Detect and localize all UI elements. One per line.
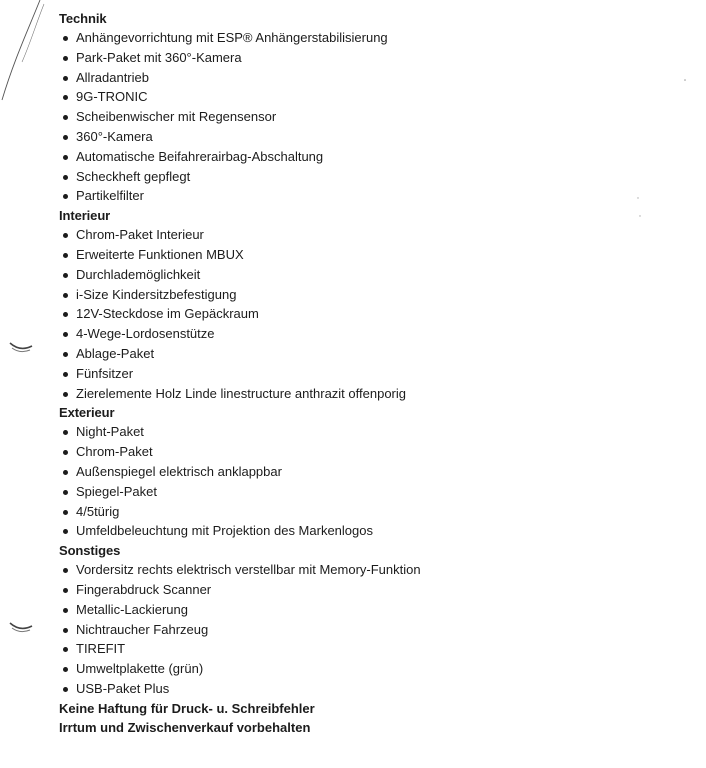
bullet-icon bbox=[63, 687, 68, 692]
list-item bbox=[59, 225, 679, 245]
item-label: Umweltplakette (grün) bbox=[76, 661, 204, 677]
section-title: Sonstiges bbox=[59, 543, 121, 559]
bullet-icon bbox=[63, 293, 68, 298]
section-title: Exterieur bbox=[59, 405, 115, 421]
list-item bbox=[59, 87, 679, 107]
section-interieur bbox=[59, 206, 679, 403]
scan-edge-line bbox=[2, 0, 40, 100]
list-item bbox=[59, 620, 679, 640]
list-item bbox=[59, 48, 679, 68]
item-label: Automatische Beifahrerairbag-Abschaltung bbox=[76, 148, 324, 164]
bullet-icon bbox=[63, 194, 68, 199]
list-item bbox=[59, 167, 679, 187]
bullet-icon bbox=[63, 273, 68, 278]
binder-hole-mark bbox=[12, 348, 30, 352]
item-list bbox=[59, 560, 679, 699]
bullet-icon bbox=[63, 568, 68, 573]
bullet-icon bbox=[63, 628, 68, 633]
binder-hole-mark bbox=[12, 628, 30, 632]
list-item bbox=[59, 679, 679, 699]
bullet-icon bbox=[63, 430, 68, 435]
list-item bbox=[59, 560, 679, 580]
item-label: Chrom-Paket Interieur bbox=[76, 227, 204, 243]
bullet-icon bbox=[63, 647, 68, 652]
equipment-list bbox=[59, 9, 679, 737]
list-item bbox=[59, 265, 679, 285]
list-item bbox=[59, 639, 679, 659]
bullet-icon bbox=[63, 95, 68, 100]
item-label: Ablage-Paket bbox=[76, 345, 155, 361]
item-label: Scheibenwischer mit Regensensor bbox=[76, 109, 277, 125]
bullet-icon bbox=[63, 312, 68, 317]
bullet-icon bbox=[63, 470, 68, 475]
bullet-icon bbox=[63, 36, 68, 41]
item-label: 12V-Steckdose im Gepäckraum bbox=[76, 306, 259, 322]
section-title: Technik bbox=[59, 11, 107, 26]
item-label: 9G-TRONIC bbox=[76, 89, 148, 105]
bullet-icon bbox=[63, 372, 68, 377]
bullet-icon bbox=[63, 510, 68, 515]
item-label: Erweiterte Funktionen MBUX bbox=[76, 246, 244, 262]
section-exterieur bbox=[59, 403, 679, 541]
list-item bbox=[59, 68, 679, 88]
list-item bbox=[59, 285, 679, 305]
list-item bbox=[59, 28, 679, 48]
list-item bbox=[59, 659, 679, 679]
item-label: Partikelfilter bbox=[76, 188, 144, 204]
bullet-icon bbox=[63, 392, 68, 397]
item-label: Spiegel-Paket bbox=[76, 483, 157, 499]
list-item bbox=[59, 186, 679, 206]
section-technik bbox=[59, 9, 679, 206]
item-label: Scheckheft gepflegt bbox=[76, 168, 191, 184]
bullet-icon bbox=[63, 490, 68, 495]
list-item bbox=[59, 442, 679, 462]
bullet-icon bbox=[63, 253, 68, 258]
list-item bbox=[59, 245, 679, 265]
binder-hole-mark bbox=[10, 623, 32, 628]
list-item bbox=[59, 364, 679, 384]
list-item bbox=[59, 107, 679, 127]
bullet-icon bbox=[63, 667, 68, 672]
bullet-icon bbox=[63, 56, 68, 61]
item-label: Vordersitz rechts elektrisch verstellbar mit Memory-Funktion bbox=[76, 562, 421, 578]
item-label: TIREFIT bbox=[76, 641, 126, 657]
list-item bbox=[59, 147, 679, 167]
item-label: Chrom-Paket bbox=[76, 444, 153, 460]
bullet-icon bbox=[63, 450, 68, 455]
list-item bbox=[59, 462, 679, 482]
item-label: 4/5türig bbox=[76, 503, 120, 519]
bullet-icon bbox=[63, 115, 68, 120]
bullet-icon bbox=[63, 588, 68, 593]
bullet-icon bbox=[63, 135, 68, 140]
item-label: Allradantrieb bbox=[76, 69, 149, 85]
bullet-icon bbox=[63, 233, 68, 238]
item-label: i-Size Kindersitzbefestigung bbox=[76, 286, 237, 302]
disclaimer-line: Keine Haftung für Druck- u. Schreibfehler bbox=[59, 700, 315, 716]
list-item bbox=[59, 127, 679, 147]
item-label: USB-Paket Plus bbox=[76, 680, 170, 696]
scan-speck bbox=[684, 79, 686, 81]
list-item bbox=[59, 600, 679, 620]
list-item bbox=[59, 324, 679, 344]
item-label: 360°-Kamera bbox=[76, 128, 153, 144]
item-label: Zierelemente Holz Linde linestructure anthrazit offenporig bbox=[76, 385, 406, 401]
item-label: Umfeldbeleuchtung mit Projektion des Markenlogos bbox=[76, 523, 373, 539]
item-list bbox=[59, 225, 679, 403]
scan-edge-line bbox=[22, 4, 44, 62]
bullet-icon bbox=[63, 155, 68, 160]
item-label: Durchlademöglichkeit bbox=[76, 266, 201, 282]
list-item bbox=[59, 580, 679, 600]
list-item bbox=[59, 422, 679, 442]
list-item bbox=[59, 304, 679, 324]
item-label: Night-Paket bbox=[76, 424, 144, 440]
bullet-icon bbox=[63, 175, 68, 180]
item-label: Fingerabdruck Scanner bbox=[76, 581, 212, 597]
list-item bbox=[59, 502, 679, 522]
list-item bbox=[59, 521, 679, 541]
item-list bbox=[59, 28, 679, 206]
section-title: Interieur bbox=[59, 208, 111, 224]
list-item bbox=[59, 482, 679, 502]
item-list bbox=[59, 422, 679, 541]
item-label: Nichtraucher Fahrzeug bbox=[76, 621, 209, 637]
binder-hole-mark bbox=[10, 343, 32, 348]
item-label: Fünfsitzer bbox=[76, 365, 134, 381]
item-label: 4-Wege-Lordosenstütze bbox=[76, 326, 215, 342]
bullet-icon bbox=[63, 76, 68, 81]
bullet-icon bbox=[63, 352, 68, 357]
list-item bbox=[59, 384, 679, 404]
section-sonstiges bbox=[59, 541, 679, 699]
item-label: Park-Paket mit 360°-Kamera bbox=[76, 49, 242, 65]
disclaimer-line: Irrtum und Zwischenverkauf vorbehalten bbox=[59, 719, 311, 735]
bullet-icon bbox=[63, 529, 68, 534]
item-label: Anhängevorrichtung mit ESP® Anhängerstabilisierung bbox=[76, 30, 388, 45]
item-label: Außenspiegel elektrisch anklappbar bbox=[76, 463, 282, 479]
item-label: Metallic-Lackierung bbox=[76, 601, 188, 617]
bullet-icon bbox=[63, 332, 68, 337]
bullet-icon bbox=[63, 608, 68, 613]
list-item bbox=[59, 344, 679, 364]
